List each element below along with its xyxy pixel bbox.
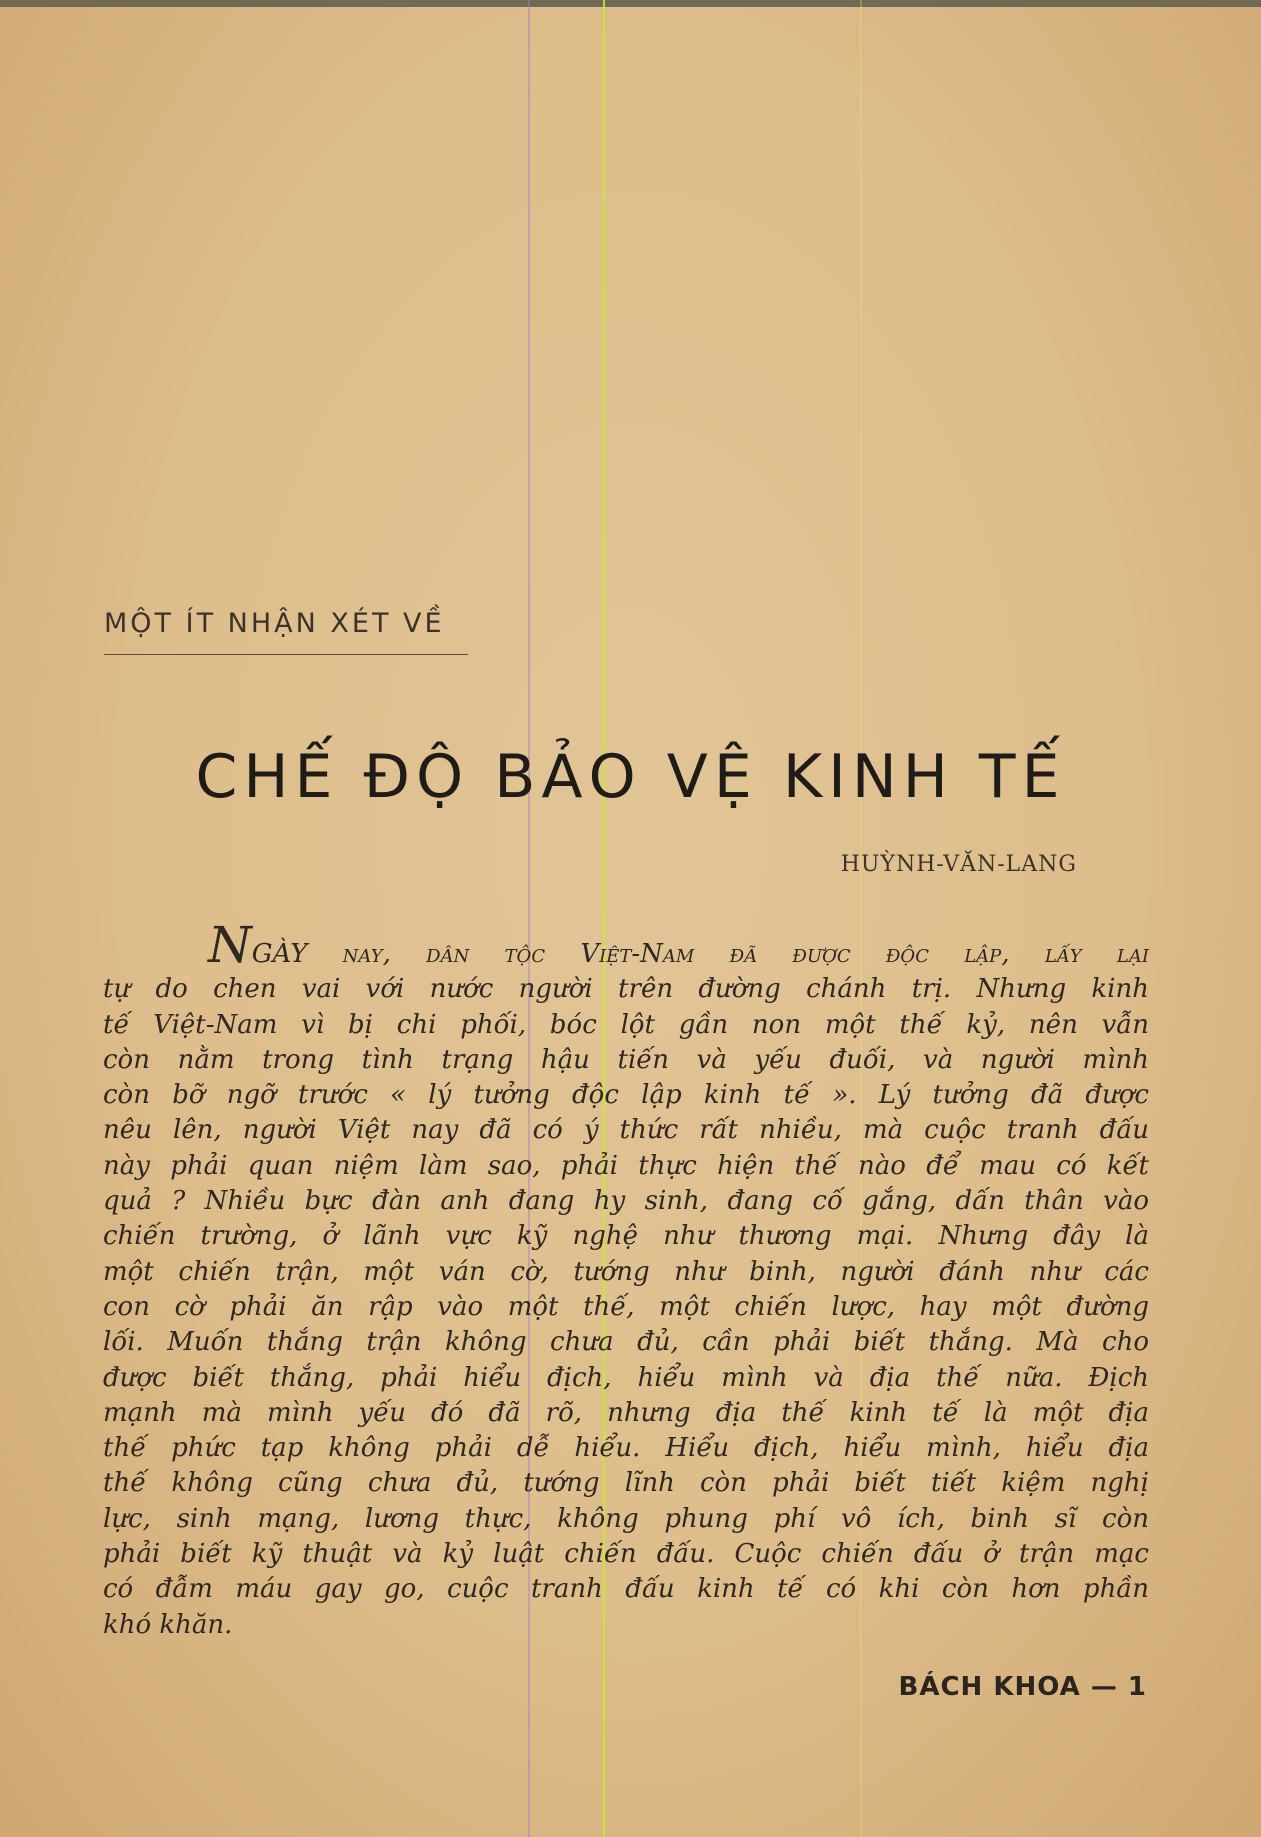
article-author: HUỲNH-VĂN-LANG xyxy=(840,852,1077,877)
body-line: tế Việt-Nam vì bị chi phối, bóc lột gần non một thế kỷ, nên vẫn xyxy=(103,1009,1149,1040)
kicker-underline xyxy=(104,654,468,655)
body-line: phải biết kỹ thuật và kỷ luật chiến đấu. Cuộc chiến đấu ở trận mạc xyxy=(103,1539,1149,1570)
body-line: nêu lên, người Việt nay đã có ý thức rất nhiều, mà cuộc tranh đấu xyxy=(103,1115,1149,1146)
body-line: lối. Muốn thắng trận không chưa đủ, cần phải biết thắng. Mà cho xyxy=(103,1327,1149,1358)
body-line: một chiến trận, một ván cờ, tướng như binh, người đánh như các xyxy=(103,1256,1149,1287)
body-line: còn bỡ ngỡ trước « lý tưởng độc lập kinh tế ». Lý tưởng đã được xyxy=(103,1080,1149,1111)
body-line xyxy=(103,916,1149,974)
body-line-text: GÀY nay, dân tộc Việt-Nam đã được độc lập, lấy lại xyxy=(251,939,1149,969)
scan-top-edge xyxy=(0,0,1261,7)
body-line: con cờ phải ăn rập vào một thế, một chiến lược, hay một đường xyxy=(103,1291,1149,1322)
article-title: CHẾ ĐỘ BẢO VỆ KINH TẾ xyxy=(195,742,1066,812)
body-line: khó khăn. xyxy=(103,1609,233,1640)
body-line: thế phức tạp không phải dễ hiểu. Hiểu địch, hiểu mình, hiểu địa xyxy=(103,1433,1149,1464)
body-line: lực, sinh mạng, lương thực, không phung phí vô ích, binh sĩ còn xyxy=(103,1503,1149,1534)
drop-cap: N xyxy=(208,916,252,974)
body-line: mạnh mà mình yếu đó đã rõ, nhưng địa thế kinh tế là một địa xyxy=(103,1397,1149,1428)
running-footer: BÁCH KHOA — 1 xyxy=(898,1672,1147,1702)
body-line: tự do chen vai với nước người trên đường chánh trị. Nhưng kinh xyxy=(103,974,1149,1005)
body-line: thế không cũng chưa đủ, tướng lĩnh còn phải biết tiết kiệm nghị xyxy=(103,1468,1149,1499)
article-body xyxy=(103,916,1149,1643)
body-line: quả ? Nhiều bực đàn anh đang hy sinh, đang cố gắng, dấn thân vào xyxy=(103,1186,1149,1217)
body-line: chiến trường, ở lãnh vực kỹ nghệ như thương mại. Nhưng đây là xyxy=(103,1221,1149,1252)
body-line: có đẫm máu gay go, cuộc tranh đấu kinh tế có khi còn hơn phần xyxy=(103,1574,1149,1605)
body-line: được biết thắng, phải hiểu địch, hiểu mình và địa thế nữa. Địch xyxy=(103,1362,1149,1393)
body-line: này phải quan niệm làm sao, phải thực hiện thế nào để mau có kết xyxy=(103,1150,1149,1181)
article-kicker: MỘT ÍT NHẬN XÉT VỀ xyxy=(104,608,445,639)
body-line: còn nằm trong tình trạng hậu tiến và yếu đuối, và người mình xyxy=(103,1044,1149,1075)
